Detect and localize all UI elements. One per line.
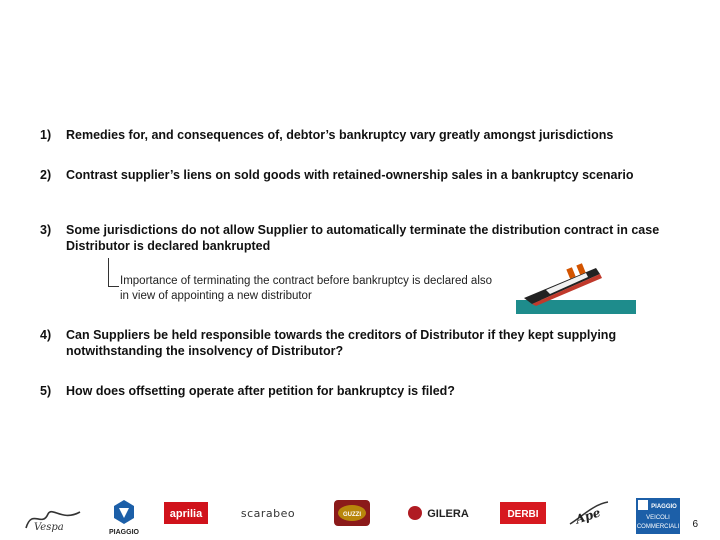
subnote-text: Importance of terminating the contract before bankruptcy is declared also in view of appointing a new distributor bbox=[120, 275, 493, 302]
bullet-text: How does offsetting operate after petition for bankruptcy is filed? bbox=[66, 384, 455, 398]
brand-logos-row bbox=[0, 490, 720, 540]
piaggio-logo-text: PIAGGIO bbox=[109, 529, 139, 536]
bullet-text: Contrast supplier’s liens on sold goods with retained-ownership sales in a bankruptcy scenario bbox=[66, 168, 634, 182]
vespa-logo bbox=[22, 498, 84, 534]
piaggio-commercial-logo bbox=[636, 498, 680, 534]
bullet-text: Remedies for, and consequences of, debtor’s bankruptcy vary greatly amongst jurisdictions bbox=[66, 128, 614, 142]
scarabeo-logo bbox=[232, 504, 304, 522]
derbi-logo bbox=[500, 502, 546, 524]
sinking-ship-image bbox=[516, 262, 636, 314]
bullet-number: 5) bbox=[40, 384, 52, 398]
moto-guzzi-logo bbox=[334, 500, 370, 526]
page-number: 6 bbox=[692, 519, 698, 530]
scarabeo-logo-text: scarabeo bbox=[240, 507, 296, 520]
piaggio-commercial-line-1: PIAGGIO bbox=[651, 504, 677, 510]
derbi-logo-text: DERBI bbox=[507, 509, 539, 520]
piaggio-commercial-line-2: VEICOLI bbox=[646, 515, 670, 521]
ape-logo-text: Ape bbox=[573, 505, 603, 527]
ape-logo bbox=[566, 498, 612, 528]
bullet-number: 3) bbox=[40, 223, 52, 237]
bullet-number: 1) bbox=[40, 128, 52, 142]
bullet-text: Some jurisdictions do not allow Supplier to automatically terminate the distribution contract in case Distributor is declared bankrupted bbox=[66, 223, 660, 253]
moto-guzzi-logo-text: GUZZI bbox=[343, 512, 361, 518]
subnote-bracket bbox=[108, 258, 119, 287]
vespa-logo-text: Vespa bbox=[34, 522, 64, 533]
gilera-logo-text: GILERA bbox=[427, 508, 469, 520]
bullet-text: Can Suppliers be held responsible towards the creditors of Distributor if they kept supplying notwithstanding the insolvency of Distributor? bbox=[66, 328, 617, 358]
gilera-logo bbox=[406, 502, 472, 524]
aprilia-logo bbox=[164, 502, 208, 524]
bullet-number: 2) bbox=[40, 168, 52, 182]
bullet-number: 4) bbox=[40, 328, 52, 342]
piaggio-commercial-line-3: COMMERCIALI bbox=[636, 524, 680, 530]
aprilia-logo-text: aprilia bbox=[169, 508, 203, 520]
piaggio-logo bbox=[104, 500, 144, 536]
